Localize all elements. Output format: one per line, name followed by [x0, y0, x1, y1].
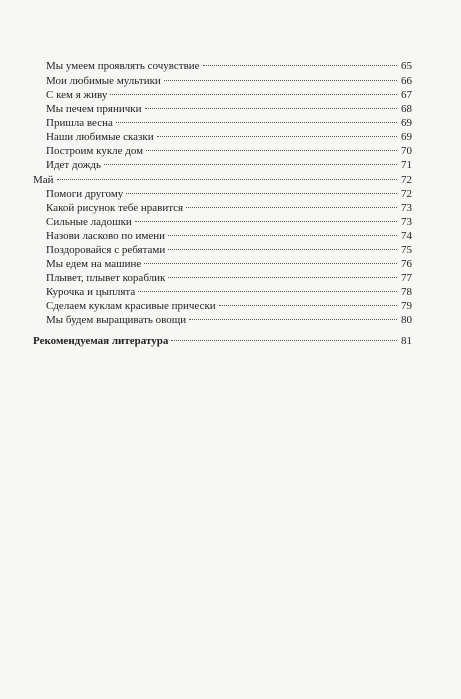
toc-entry-page: 79: [401, 300, 412, 312]
toc-entry: [46, 314, 412, 327]
toc-section-page: 81: [401, 335, 412, 347]
dot-leader: [168, 248, 397, 250]
toc-entry: [46, 286, 412, 299]
toc-entry-title: Идет дождь: [46, 159, 102, 171]
toc-entry-title: Поздоровайся с ребятами: [46, 244, 166, 256]
dot-leader: [168, 276, 397, 278]
dot-leader: [203, 64, 397, 66]
toc-entry-title: Плывет, плывет кораблик: [46, 272, 166, 284]
toc-section-may: [33, 174, 412, 187]
dot-leader: [219, 304, 397, 306]
toc-entry-page: 70: [401, 145, 412, 157]
toc-entry-title: Курочка и цыплята: [46, 286, 136, 298]
toc-entry-page: 69: [401, 117, 412, 129]
dot-leader: [135, 220, 397, 222]
toc-entry-page: 69: [401, 131, 412, 143]
dot-leader: [116, 121, 397, 123]
toc-section-title: Рекомендуемая литература: [33, 335, 169, 347]
dot-leader: [146, 149, 397, 151]
toc-entry: [46, 258, 412, 271]
toc-entry: [46, 131, 412, 144]
toc-entry-page: 80: [401, 314, 412, 326]
toc-entry-page: 72: [401, 188, 412, 200]
toc-entry: [46, 117, 412, 130]
toc-entry-page: 71: [401, 159, 412, 171]
toc-entry: [46, 202, 412, 215]
toc-entry-title: Построим кукле дом: [46, 145, 144, 157]
toc-entry: [46, 216, 412, 229]
toc-entry-title: Мы умеем проявлять сочувствие: [46, 60, 200, 72]
toc-entry-title: Мы печем прянички: [46, 103, 142, 115]
toc-entry: [46, 60, 412, 73]
toc-entry-page: 76: [401, 258, 412, 270]
toc-entry: [46, 244, 412, 257]
dot-leader: [126, 192, 397, 194]
toc-entry-page: 77: [401, 272, 412, 284]
dot-leader: [138, 290, 397, 292]
toc-entry-title: Назови ласково по имени: [46, 230, 165, 242]
toc-entry-page: 67: [401, 89, 412, 101]
toc-entry-page: 73: [401, 202, 412, 214]
toc-entry-page: 78: [401, 286, 412, 298]
dot-leader: [186, 206, 397, 208]
toc-entry-page: 65: [401, 60, 412, 72]
dot-leader: [110, 93, 397, 95]
toc-entry: [46, 75, 412, 88]
toc-entry-title: Мы будем выращивать овощи: [46, 314, 187, 326]
dot-leader: [144, 262, 397, 264]
toc-entry-title: Наши любимые сказки: [46, 131, 154, 143]
toc-entry-title: Сделаем куклам красивые прически: [46, 300, 216, 312]
toc-entry-page: 74: [401, 230, 412, 242]
toc-entry-title: Какой рисунок тебе нравится: [46, 202, 184, 214]
toc-entry-page: 73: [401, 216, 412, 228]
dot-leader: [168, 234, 397, 236]
toc-entry-title: Мои любимые мультики: [46, 75, 161, 87]
toc-entry: [46, 300, 412, 313]
toc-section-page: 72: [401, 174, 412, 186]
toc-entry: [46, 159, 412, 172]
toc-section-literature: [33, 335, 412, 348]
toc-entry-title: Мы едем на машине: [46, 258, 142, 270]
toc-entry-page: 68: [401, 103, 412, 115]
toc-entry: [46, 89, 412, 102]
toc-entry: [46, 272, 412, 285]
toc-entry: [46, 145, 412, 158]
toc-entry-title: С кем я живу: [46, 89, 108, 101]
toc-entry-title: Сильные ладошки: [46, 216, 132, 228]
toc-entry: [46, 230, 412, 243]
dot-leader: [157, 135, 397, 137]
dot-leader: [104, 163, 397, 165]
toc-entry-page: 75: [401, 244, 412, 256]
toc-entry: [46, 103, 412, 116]
dot-leader: [171, 339, 397, 341]
toc-entry-title: Пришла весна: [46, 117, 113, 129]
dot-leader: [57, 178, 397, 180]
dot-leader: [164, 79, 397, 81]
toc-entry-page: 66: [401, 75, 412, 87]
toc-entry-title: Помоги другому: [46, 188, 124, 200]
dot-leader: [145, 107, 397, 109]
toc-entry: [46, 188, 412, 201]
toc-section-title: Май: [33, 174, 54, 186]
dot-leader: [189, 318, 397, 320]
